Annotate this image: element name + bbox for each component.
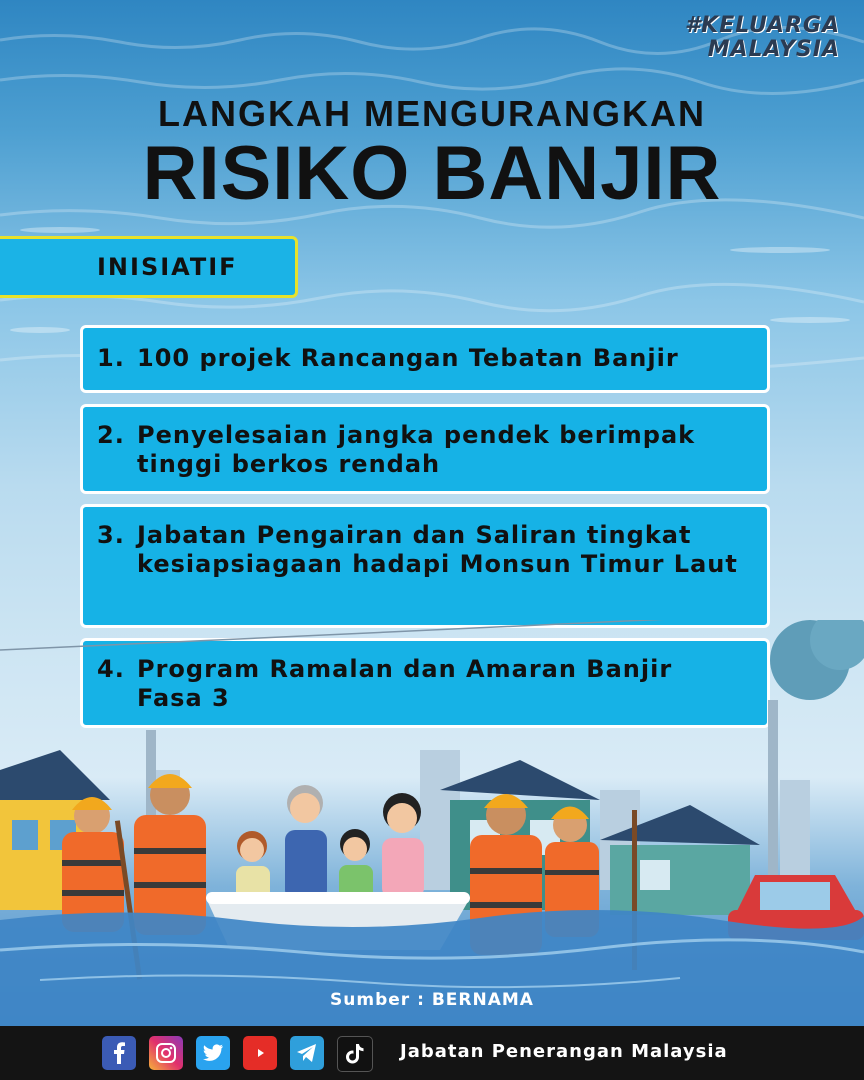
- flood-rescue-illustration: [0, 620, 864, 1080]
- tiktok-icon[interactable]: [337, 1036, 373, 1072]
- youtube-icon[interactable]: [243, 1036, 277, 1070]
- instagram-icon[interactable]: [149, 1036, 183, 1070]
- brand-line-2: MALAYSIA: [707, 37, 840, 62]
- initiative-item-2: [80, 404, 770, 494]
- footer-bar: [0, 1026, 864, 1080]
- section-tag: [0, 236, 298, 298]
- item-text: Jabatan Pengairan dan Saliran tingkat kesiapsiagaan hadapi Monsun Timur Laut: [137, 521, 738, 578]
- section-tag-label: INISIATIF: [97, 253, 238, 281]
- brand-line-1: #KELUARGA: [684, 13, 840, 38]
- item-number: 1.: [97, 344, 125, 372]
- footer-label: Jabatan Penerangan Malaysia: [400, 1041, 728, 1062]
- title-line-2: RISIKO BANJIR: [142, 131, 722, 216]
- source-credit: Sumber : BERNAMA: [330, 990, 534, 1010]
- brand-logo: [685, 14, 840, 62]
- twitter-icon[interactable]: [196, 1036, 230, 1070]
- initiative-item-3: [80, 504, 770, 628]
- item-number: 4.: [97, 655, 125, 683]
- telegram-icon[interactable]: [290, 1036, 324, 1070]
- initiative-item-1: [80, 325, 770, 393]
- social-icons: [102, 1036, 373, 1072]
- item-text: 100 projek Rancangan Tebatan Banjir: [137, 344, 679, 372]
- title-line-1: LANGKAH MENGURANGKAN: [158, 93, 706, 134]
- facebook-icon[interactable]: [102, 1036, 136, 1070]
- item-text: Program Ramalan dan Amaran Banjir Fasa 3: [137, 655, 673, 712]
- item-number: 3.: [97, 521, 125, 549]
- item-number: 2.: [97, 421, 125, 449]
- item-text: Penyelesaian jangka pendek berimpak tinggi berkos rendah: [137, 421, 696, 478]
